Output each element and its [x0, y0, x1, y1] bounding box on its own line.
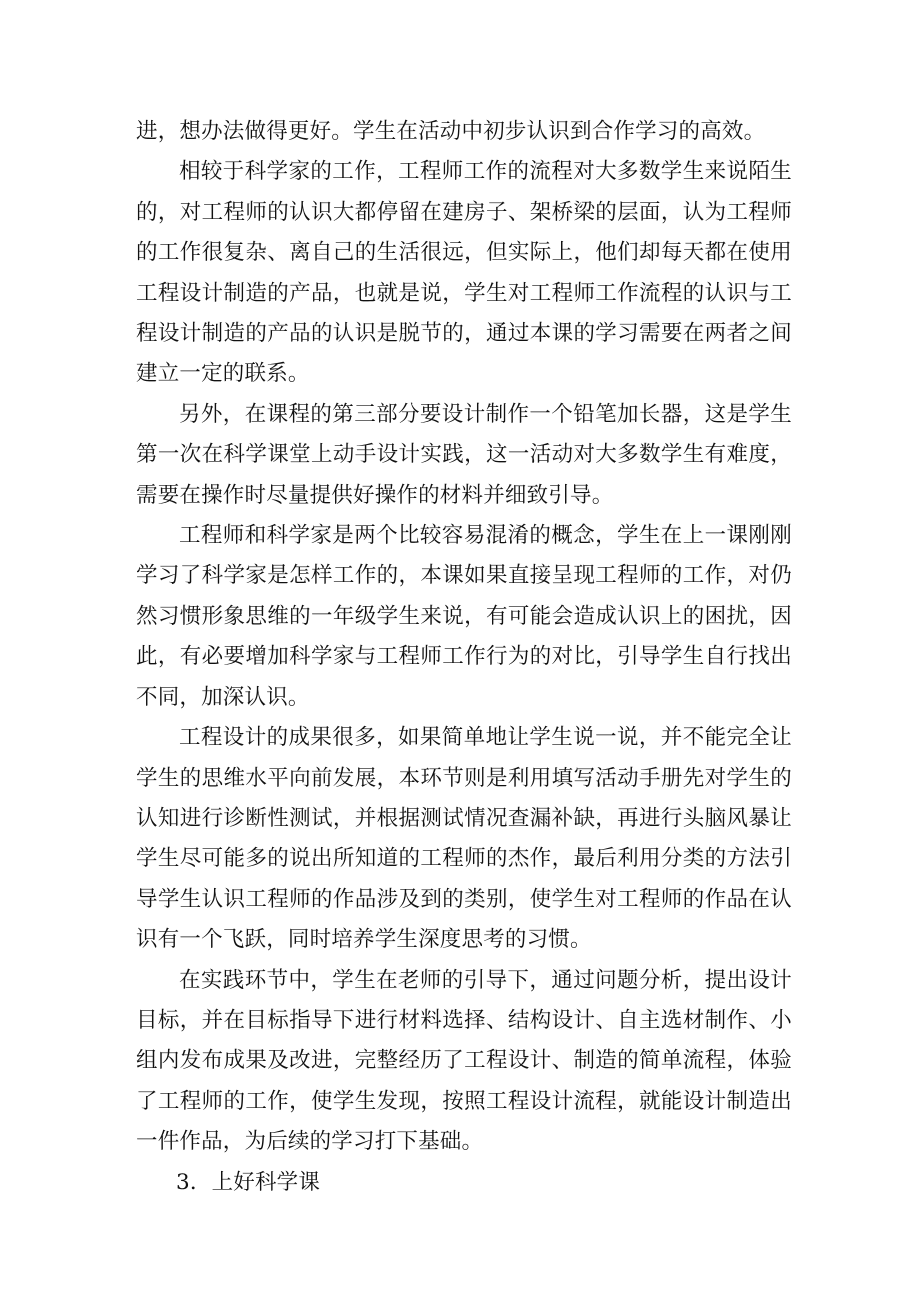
paragraph-design-outcomes: 工程设计的成果很多，如果简单地让学生说一说，并不能完全让学生的思维水平向前发展，本环节则是利用填写活动手册先对学生的认知进行诊断性测试，并根据测试情况查漏补缺，再进行头脑风暴让学生尽可能多的说出所知道的工程师的杰作，最后利用分类的方法引导学生认识工程师的作品涉及到的类别，使学生对工程师的作品在认识有一个飞跃，同时培养学生深度思考的习惯。 — [136, 725, 792, 953]
paragraph-engineer-vs-scientist: 相较于科学家的工作，工程师工作的流程对大多数学生来说陌生的，对工程师的认识大都停留在建房子、架桥梁的层面，认为工程师的工作很复杂、离自己的生活很远，但实际上，他们却每天都在使用工程设计制造的产品，也就是说，学生对工程师工作流程的认识与工程设计制造的产品的认识是脱节的，通过本课的学习需要在两者之间建立一定的联系。 — [136, 159, 792, 387]
document-body — [136, 112, 792, 1203]
paragraph-concept-confusion: 工程师和科学家是两个比较容易混淆的概念，学生在上一课刚刚学习了科学家是怎样工作的，本课如果直接呈现工程师的工作，对仍然习惯形象思维的一年级学生来说，有可能会造成认识上的困扰，因此，有必要增加科学家与工程师工作行为的对比，引导学生自行找出不同，加深认识。 — [136, 523, 792, 710]
paragraph-pencil-extender: 另外，在课程的第三部分要设计制作一个铅笔加长器，这是学生第一次在科学课堂上动手设计实践，这一活动对大多数学生有难度，需要在操作时尽量提供好操作的材料并细致引导。 — [136, 401, 792, 508]
section-heading: 3．上好科学课 — [176, 1169, 321, 1195]
paragraph-practice-stage: 在实践环节中，学生在老师的引导下，通过问题分析，提出设计目标，并在目标指导下进行材料选择、结构设计、自主选材制作、小组内发布成果及改进，完整经历了工程设计、制造的简单流程，体验了工程师的工作，使学生发现，按照工程设计流程，就能设计制造出一件作品，为后续的学习打下基础。 — [136, 967, 792, 1155]
paragraph-continuation: 进，想办法做得更好。学生在活动中初步认识到合作学习的高效。 — [136, 119, 766, 144]
